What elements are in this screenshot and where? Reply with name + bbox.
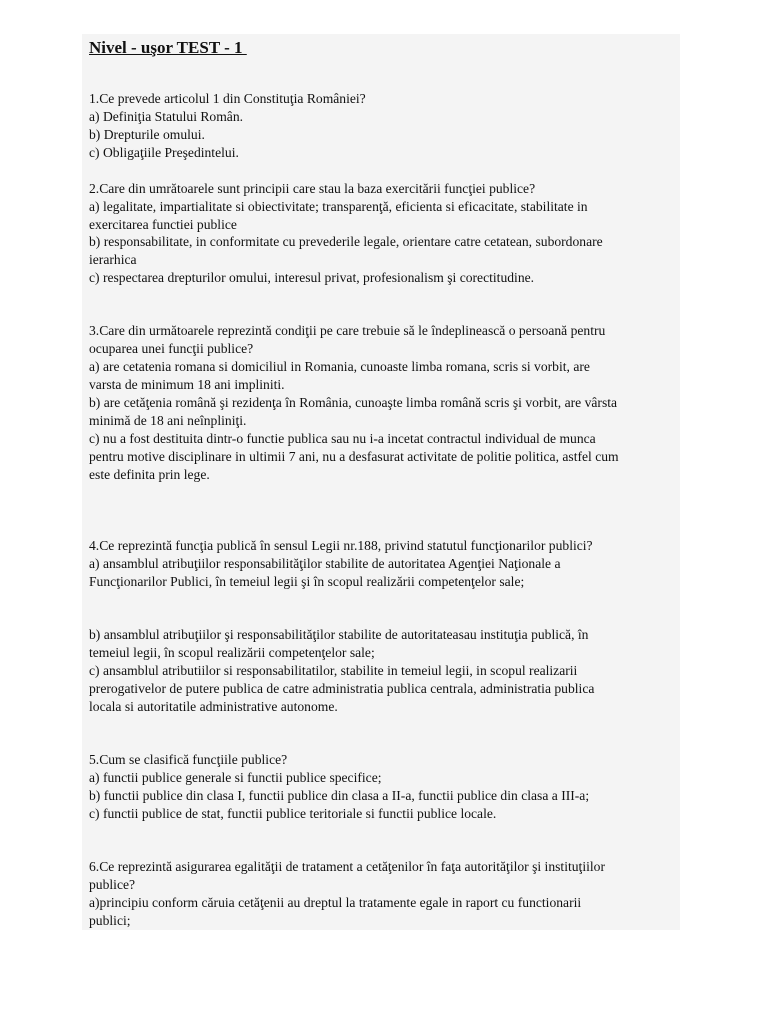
question-4-option-c-cont: prerogativelor de putere publica de catre administratia publica centrala, administratia publica xyxy=(89,681,595,696)
question-3-option-c-cont-2: este definita prin lege. xyxy=(89,467,210,482)
question-3-option-b-cont: minimă de 18 ani neînpliniţi. xyxy=(89,413,247,428)
question-2-option-b-cont: ierarhica xyxy=(89,252,137,267)
question-2-option-c: c) respectarea drepturilor omului, interesul privat, profesionalism şi corectitudine. xyxy=(89,270,535,285)
question-3-option-a: a) are cetatenia romana si domiciliul in Romania, cunoaste limba romana, scris si vorbit, are xyxy=(89,359,590,374)
question-3-option-c: c) nu a fost destituita dintr-o functie publica sau nu i-a incetat contractul individual de munca xyxy=(89,431,596,446)
question-1-option-b: b) Drepturile omului. xyxy=(89,127,205,142)
question-3-option-b: b) are cetăţenia română şi rezidenţa în România, cunoaşte limba română scris şi vorbit, are vârsta xyxy=(89,395,618,410)
question-3-cont: ocuparea unei funcţii publice? xyxy=(89,341,254,356)
question-4-option-b: b) ansamblul atribuţiilor şi responsabilităţilor stabilite de autoritateasau instituţia publică, în xyxy=(89,627,589,642)
question-4-option-b-cont: temeiul legii, în scopul realizării competenţelor sale; xyxy=(89,645,375,660)
question-2: 2.Care din umrătoarele sunt principii care stau la baza exercitării funcţiei publice? xyxy=(89,181,536,196)
question-2-option-a: a) legalitate, impartialitate si obiectivitate; transparenţă, eficienta si eficacitate, stabilitate in xyxy=(89,199,588,214)
question-5: 5.Cum se clasifică funcţiile publice? xyxy=(89,752,288,767)
question-6-option-a: a)principiu conform căruia cetăţenii au dreptul la tratamente egale in raport cu functionarii xyxy=(89,895,582,910)
question-3-option-c-cont: pentru motive disciplinare in ultimii 7 ani, nu a desfasurat activitate de politie politica, astfel cum xyxy=(89,449,619,464)
question-2-option-b: b) responsabilitate, in conformitate cu prevederile legale, orientare catre cetatean, subordonare xyxy=(89,234,603,249)
question-6: 6.Ce reprezintă asigurarea egalităţii de tratament a cetăţenilor în faţa autorităţilor şi instituţiilor xyxy=(89,859,605,874)
question-5-option-a: a) functii publice generale si functii publice specifice; xyxy=(89,770,382,785)
question-6-option-a-cont: publici; xyxy=(89,913,131,928)
question-1: 1.Ce prevede articolul 1 din Constituţia României? xyxy=(89,91,366,106)
question-6-cont: publice? xyxy=(89,877,136,892)
question-1-option-c: c) Obligaţiile Preşedintelui. xyxy=(89,145,239,160)
question-4: 4.Ce reprezintă funcţia publică în sensul Legii nr.188, privind statutul funcţionarilor publici? xyxy=(89,538,593,553)
question-1-option-a: a) Definiţia Statului Român. xyxy=(89,109,244,124)
question-4-option-c-cont-2: locala si autoritatile administrative autonome. xyxy=(89,699,338,714)
document-title: Nivel - uşor TEST - 1 xyxy=(89,38,247,57)
question-4-option-c: c) ansamblul atributiilor si responsabilitatilor, stabilite in temeiul legii, in scopul realizarii xyxy=(89,663,578,678)
question-5-option-c: c) functii publice de stat, functii publice teritoriale si functii publice locale. xyxy=(89,806,497,821)
question-4-option-a: a) ansamblul atribuţiilor responsabilităţilor stabilite de autoritatea Agenţiei Naţionale a xyxy=(89,556,561,571)
document-page xyxy=(82,34,680,930)
question-5-option-b: b) functii publice din clasa I, functii publice din clasa a II-a, functii publice din clasa a III-a; xyxy=(89,788,590,803)
question-4-option-a-cont: Funcţionarilor Publici, în temeiul legii şi în scopul realizării competenţelor sale; xyxy=(89,574,525,589)
question-2-option-a-cont: exercitarea functiei publice xyxy=(89,217,237,232)
question-3: 3.Care din următoarele reprezintă condiţii pe care trebuie să le îndeplinească o persoană pentru xyxy=(89,323,606,338)
question-3-option-a-cont: varsta de minimum 18 ani impliniti. xyxy=(89,377,285,392)
